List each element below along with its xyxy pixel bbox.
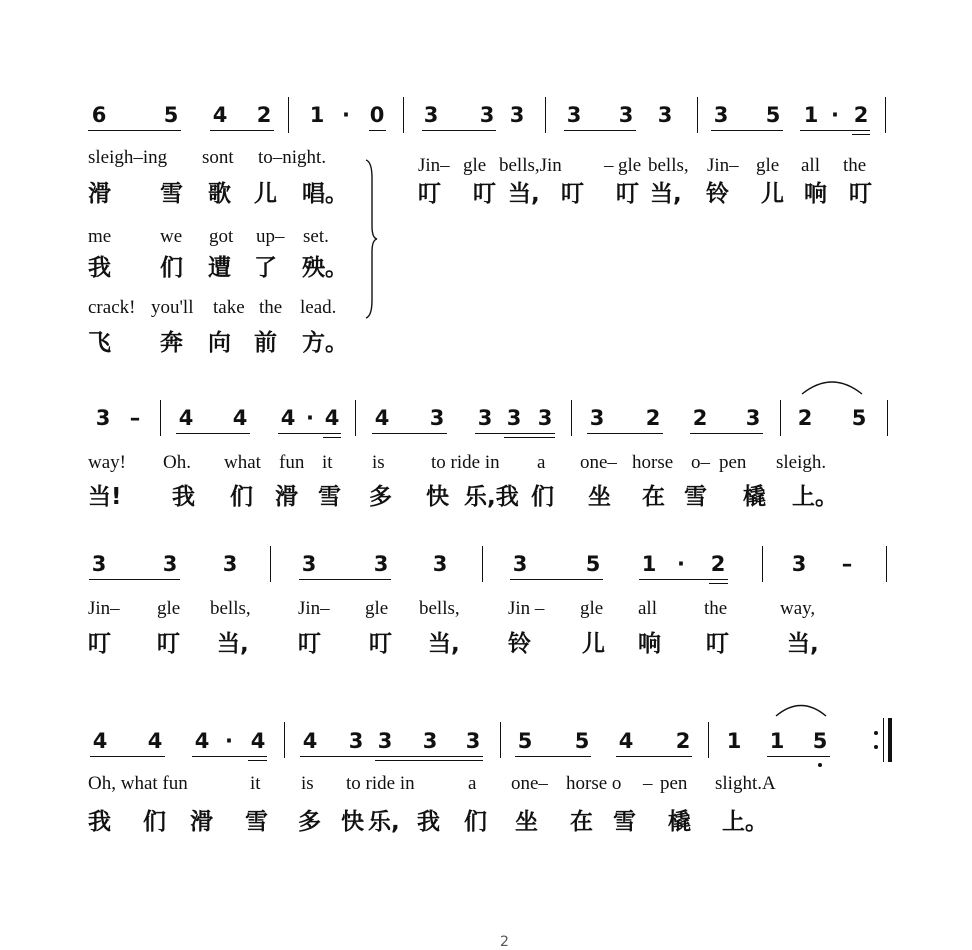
note: 4 xyxy=(178,406,194,430)
lyric-en: got xyxy=(209,226,234,247)
tie-arc xyxy=(774,700,828,718)
beam-underline xyxy=(248,760,267,761)
dash: – xyxy=(129,406,141,430)
lyric-en: horse o xyxy=(566,773,622,794)
lyric-zh: 我 xyxy=(88,255,111,281)
lyric-zh: 在 xyxy=(570,809,593,835)
note: 5 xyxy=(163,103,179,127)
lyric-en: way! xyxy=(88,452,126,473)
note: 4 xyxy=(147,729,163,753)
lyric-en: lead. xyxy=(300,297,337,318)
lyric-en: gle xyxy=(463,155,487,176)
lyric-zh: 们 xyxy=(143,809,166,835)
lyric-en: to ride in xyxy=(431,452,500,473)
lyric-en: – xyxy=(643,773,653,794)
barline xyxy=(500,722,501,758)
note: 3 xyxy=(429,406,445,430)
barline xyxy=(708,722,709,758)
lyric-zh: 坐 xyxy=(588,484,611,510)
lyric-en: gle xyxy=(157,598,181,619)
lyric-en: crack! xyxy=(88,297,136,318)
beam-underline xyxy=(323,437,341,438)
beam-underline xyxy=(709,583,728,584)
note: 2 xyxy=(645,406,661,430)
note: 3 xyxy=(512,552,528,576)
lyric-en: up– xyxy=(256,226,285,247)
lyric-zh: 们 xyxy=(230,484,253,510)
note: 5 xyxy=(585,552,601,576)
lyric-zh: 滑 xyxy=(190,809,213,835)
beam-underline xyxy=(192,756,267,757)
note: 3 xyxy=(348,729,364,753)
lyric-zh: 我 xyxy=(172,484,195,510)
beam-underline xyxy=(369,130,386,131)
note: 5 xyxy=(517,729,533,753)
beam-underline xyxy=(587,433,663,434)
lyric-en: we xyxy=(160,226,183,247)
lyric-zh: 叮 xyxy=(706,631,729,657)
dot-mark xyxy=(818,763,822,767)
lyric-zh: 向 xyxy=(208,330,231,356)
barline xyxy=(288,97,289,133)
lyric-en: bells, xyxy=(419,598,460,619)
beam-underline xyxy=(767,756,830,757)
note: 3 xyxy=(509,103,525,127)
lyric-en: all xyxy=(801,155,820,176)
lyric-zh: 前 xyxy=(254,330,277,356)
lyric-zh: 当, xyxy=(650,181,682,207)
note: 2 xyxy=(853,103,869,127)
barline xyxy=(697,97,698,133)
note: 3 xyxy=(479,103,495,127)
lyric-zh: 奔 xyxy=(160,330,183,356)
lyric-zh: 们 xyxy=(464,809,487,835)
lyric-en: it xyxy=(322,452,333,473)
dot: · xyxy=(342,103,350,127)
note: 3 xyxy=(222,552,238,576)
lyric-en: Jin– xyxy=(88,598,120,619)
lyric-zh: 唱。 xyxy=(302,181,348,207)
note: 3 xyxy=(91,552,107,576)
beam-underline xyxy=(800,130,870,131)
lyric-en: Jin – xyxy=(508,598,545,619)
lyric-zh: 叮 xyxy=(473,181,496,207)
note: 5 xyxy=(574,729,590,753)
lyric-zh: 雪 xyxy=(684,484,707,510)
note: 3 xyxy=(745,406,761,430)
note: 3 xyxy=(465,729,481,753)
lyric-en: it xyxy=(250,773,261,794)
beam-underline xyxy=(515,756,591,757)
lyric-en: set. xyxy=(303,226,329,247)
beam-underline xyxy=(88,130,181,131)
lyric-en: what xyxy=(224,452,261,473)
note: 5 xyxy=(851,406,867,430)
lyric-en: the xyxy=(704,598,728,619)
lyric-en: take xyxy=(213,297,245,318)
dot-mark xyxy=(874,745,878,749)
beam-underline xyxy=(639,579,728,580)
lyric-en: one– xyxy=(580,452,617,473)
lyric-zh: 雪 xyxy=(245,809,268,835)
note: 3 xyxy=(373,552,389,576)
lyric-en: Jin– xyxy=(298,598,330,619)
barline xyxy=(270,546,271,582)
note: 1 xyxy=(769,729,785,753)
lyric-zh: 坐 xyxy=(515,809,538,835)
note: 3 xyxy=(566,103,582,127)
beam-underline xyxy=(504,437,555,438)
note: 3 xyxy=(422,729,438,753)
lyric-en: Oh, what fun xyxy=(88,773,188,794)
note: 3 xyxy=(162,552,178,576)
barline xyxy=(571,400,572,436)
lyric-zh: 儿 xyxy=(254,181,277,207)
note: 3 xyxy=(657,103,673,127)
note: 4 xyxy=(618,729,634,753)
note: 3 xyxy=(423,103,439,127)
lyric-en: all xyxy=(638,598,657,619)
note: 3 xyxy=(301,552,317,576)
note: 1 xyxy=(641,552,657,576)
note: 2 xyxy=(675,729,691,753)
lyric-zh: 快 xyxy=(426,484,449,510)
lyric-zh: 方。 xyxy=(302,330,348,356)
lyric-zh: 多 xyxy=(369,484,392,510)
beam-underline xyxy=(375,760,483,761)
lyric-en: to–night. xyxy=(258,147,327,168)
lyric-en: me xyxy=(88,226,112,247)
lyric-zh: 叮 xyxy=(298,631,321,657)
dot: · xyxy=(831,103,839,127)
dash: – xyxy=(841,552,853,576)
beam-underline xyxy=(89,579,180,580)
lyric-zh: 歌 xyxy=(208,181,231,207)
note: 1 xyxy=(309,103,325,127)
verse-brace xyxy=(362,158,378,320)
lyric-en: to ride in xyxy=(346,773,415,794)
lyric-zh: 叮 xyxy=(849,181,872,207)
beam-underline xyxy=(210,130,274,131)
lyric-zh: 滑 xyxy=(275,484,298,510)
barline xyxy=(885,97,886,133)
note: 0 xyxy=(369,103,385,127)
note: 3 xyxy=(95,406,111,430)
note: 3 xyxy=(713,103,729,127)
note: 3 xyxy=(589,406,605,430)
lyric-en: bells, xyxy=(648,155,689,176)
note: 4 xyxy=(212,103,228,127)
note: 4 xyxy=(232,406,248,430)
lyric-zh: 儿 xyxy=(582,631,605,657)
lyric-en: o– xyxy=(691,452,710,473)
lyric-zh: 叮 xyxy=(418,181,441,207)
note: 5 xyxy=(812,729,828,753)
dot: · xyxy=(306,406,314,430)
tie-arc xyxy=(800,376,864,396)
dot: · xyxy=(677,552,685,576)
barline xyxy=(482,546,483,582)
beam-underline xyxy=(852,134,870,135)
note: 2 xyxy=(797,406,813,430)
beam-underline xyxy=(176,433,250,434)
beam-underline xyxy=(616,756,692,757)
lyric-en: pen xyxy=(660,773,688,794)
lyric-zh: 了 xyxy=(254,255,277,281)
note: 3 xyxy=(377,729,393,753)
lyric-zh: 我 xyxy=(88,809,111,835)
lyric-zh: 响 xyxy=(804,181,827,207)
lyric-en: Jin– xyxy=(418,155,450,176)
lyric-zh: 响 xyxy=(638,631,661,657)
barline xyxy=(762,546,763,582)
lyric-zh: 叮 xyxy=(616,181,639,207)
lyric-en: sont xyxy=(202,147,234,168)
note: 4 xyxy=(302,729,318,753)
beam-underline xyxy=(690,433,763,434)
note: 2 xyxy=(256,103,272,127)
lyric-en: the xyxy=(843,155,867,176)
note: 4 xyxy=(92,729,108,753)
dot-mark xyxy=(874,731,878,735)
lyric-zh: 雪 xyxy=(160,181,183,207)
lyric-en: gle xyxy=(365,598,389,619)
lyric-zh: 雪 xyxy=(613,809,636,835)
barline xyxy=(887,400,888,436)
lyric-en: pen xyxy=(719,452,747,473)
lyric-zh: 多 xyxy=(298,809,321,835)
barline xyxy=(780,400,781,436)
lyric-en: gle xyxy=(756,155,780,176)
lyric-zh: 叮 xyxy=(369,631,392,657)
lyric-en: slight.A xyxy=(715,773,776,794)
lyric-en: the xyxy=(259,297,283,318)
lyric-zh: 乐,我 xyxy=(464,484,519,510)
lyric-en: horse xyxy=(632,452,674,473)
lyric-zh: 当! xyxy=(88,484,122,510)
beam-underline xyxy=(422,130,496,131)
lyric-en: fun xyxy=(279,452,305,473)
note: 4 xyxy=(324,406,340,430)
lyric-zh: 橇 xyxy=(668,809,691,835)
lyric-zh: 当, xyxy=(217,631,249,657)
lyric-zh: 叮 xyxy=(561,181,584,207)
lyric-zh: 们 xyxy=(160,255,183,281)
note: 2 xyxy=(710,552,726,576)
lyric-zh: 叮 xyxy=(157,631,180,657)
lyric-en: Oh. xyxy=(163,452,191,473)
barline xyxy=(545,97,546,133)
lyric-zh: 橇 xyxy=(743,484,766,510)
note: 3 xyxy=(432,552,448,576)
beam-underline xyxy=(299,579,391,580)
lyric-en: bells,Jin xyxy=(499,155,562,176)
note: 3 xyxy=(618,103,634,127)
note: 6 xyxy=(91,103,107,127)
lyric-zh: 我 xyxy=(417,809,440,835)
beam-underline xyxy=(372,433,447,434)
lyric-zh: 雪 xyxy=(318,484,341,510)
beam-underline xyxy=(711,130,783,131)
lyric-en: Jin– xyxy=(707,155,739,176)
barline xyxy=(355,400,356,436)
lyric-en: way, xyxy=(780,598,816,619)
lyric-zh: 儿 xyxy=(761,181,784,207)
barline xyxy=(284,722,285,758)
lyric-en: gle xyxy=(580,598,604,619)
lyric-en: sleigh. xyxy=(776,452,827,473)
lyric-en: is xyxy=(301,773,314,794)
lyric-en: a xyxy=(468,773,477,794)
beam-underline xyxy=(564,130,636,131)
note: 1 xyxy=(726,729,742,753)
barline xyxy=(886,546,887,582)
lyric-zh: 上。 xyxy=(722,809,768,835)
page-number: 2 xyxy=(500,934,509,950)
lyric-zh: 叮 xyxy=(88,631,111,657)
beam-underline xyxy=(346,756,483,757)
lyric-en: is xyxy=(372,452,385,473)
barline xyxy=(403,97,404,133)
lyric-zh: 飞 xyxy=(88,330,111,356)
note: 3 xyxy=(477,406,493,430)
lyric-zh: 当, xyxy=(508,181,540,207)
lyric-zh: 铃 xyxy=(706,181,729,207)
note: 3 xyxy=(537,406,553,430)
lyric-zh: 当, xyxy=(428,631,460,657)
lyric-zh: 快 xyxy=(341,809,364,835)
lyric-en: you'll xyxy=(151,297,194,318)
dot: · xyxy=(225,729,233,753)
beam-underline xyxy=(475,433,555,434)
lyric-zh: 当, xyxy=(787,631,819,657)
lyric-en: bells, xyxy=(210,598,251,619)
lyric-zh: 在 xyxy=(642,484,665,510)
note: 3 xyxy=(791,552,807,576)
note: 4 xyxy=(194,729,210,753)
lyric-zh: 滑 xyxy=(88,181,111,207)
lyric-en: – xyxy=(604,155,614,176)
note: 4 xyxy=(250,729,266,753)
note: 1 xyxy=(803,103,819,127)
barline xyxy=(160,400,161,436)
lyric-zh: 上。 xyxy=(792,484,838,510)
barline xyxy=(883,718,884,762)
final-barline xyxy=(888,718,892,762)
note: 4 xyxy=(374,406,390,430)
lyric-en: a xyxy=(537,452,546,473)
lyric-zh: 乐, xyxy=(368,809,400,835)
note: 2 xyxy=(692,406,708,430)
beam-underline xyxy=(510,579,603,580)
beam-underline xyxy=(90,756,165,757)
lyric-en: one– xyxy=(511,773,548,794)
lyric-zh: 遭 xyxy=(208,255,231,281)
note: 5 xyxy=(765,103,781,127)
lyric-zh: 殃。 xyxy=(302,255,348,281)
lyric-zh: 铃 xyxy=(508,631,531,657)
lyric-zh: 们 xyxy=(531,484,554,510)
note: 3 xyxy=(506,406,522,430)
beam-underline xyxy=(278,433,341,434)
lyric-en: sleigh–ing xyxy=(88,147,168,168)
lyric-en: gle xyxy=(618,155,642,176)
note: 4 xyxy=(280,406,296,430)
